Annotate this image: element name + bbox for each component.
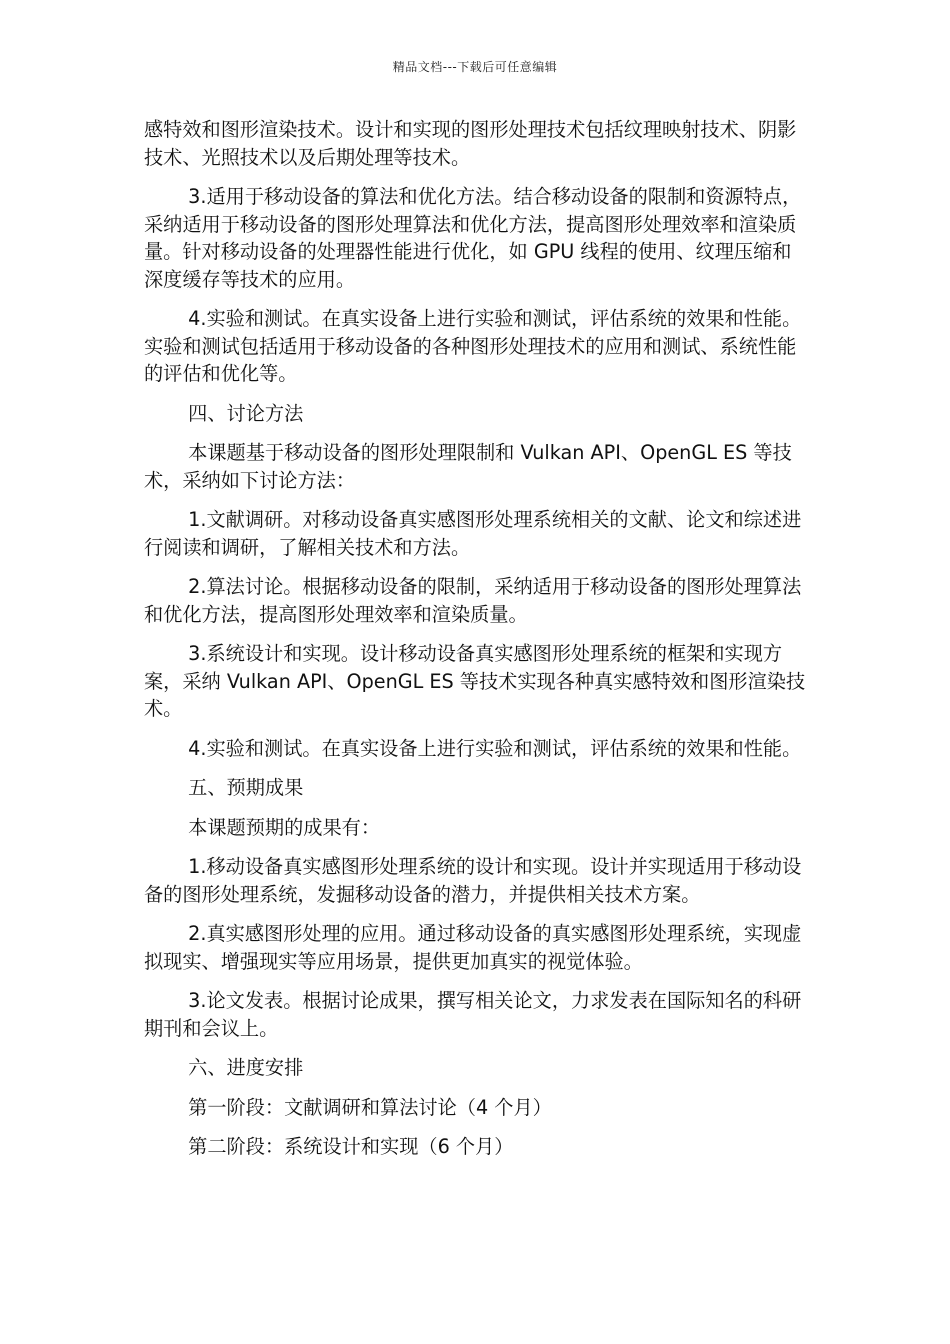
paragraph-results-intro: 本课题预期的成果有： xyxy=(188,815,381,839)
section-heading-research-methods: 四、讨论方法 xyxy=(188,401,304,425)
page-header: 精品文档---下载后可任意编辑 xyxy=(392,60,558,74)
paragraph-item-3-algorithms: 3.适用于移动设备的算法和优化方法。结合移动设备的限制和资源特点，采纳适用于移动设备的图形处理算法和优化方法，提高图形处理效率和渲染质量。针对移动设备的处理器性能进行优化，如 GPU 线程的使用、纹理压缩和深度缓存等技术的应用。 xyxy=(144,185,802,291)
paragraph-method-4: 4.实验和测试。在真实设备上进行实验和测试，评估系统的效果和性能。 xyxy=(188,736,802,760)
paragraph-method-1: 1.文献调研。对移动设备真实感图形处理系统相关的文献、论文和综述进行阅读和调研，了解相关技术和方法。 xyxy=(144,508,802,559)
paragraph-method-3: 3.系统设计和实现。设计移动设备真实感图形处理系统的框架和实现方案，采纳 Vulkan API、OpenGL ES 等技术实现各种真实感特效和图形渲染技术。 xyxy=(144,642,806,720)
paragraph-methods-intro: 本课题基于移动设备的图形处理限制和 Vulkan API、OpenGL ES 等技术，采纳如下讨论方法： xyxy=(144,441,792,492)
section-heading-schedule: 六、进度安排 xyxy=(188,1056,304,1079)
document-body xyxy=(144,116,808,1173)
paragraph-method-2: 2.算法讨论。根据移动设备的限制，采纳适用于移动设备的图形处理算法和优化方法，提高图形处理效率和渲染质量。 xyxy=(144,575,802,626)
paragraph-continuation: 感特效和图形渲染技术。设计和实现的图形处理技术包括纹理映射技术、阴影技术、光照技术以及后期处理等技术。 xyxy=(144,118,797,169)
paragraph-schedule-phase-2: 第二阶段：系统设计和实现（6 个月） xyxy=(188,1135,514,1158)
paragraph-schedule-phase-1: 第一阶段：文献调研和算法讨论（4 个月） xyxy=(188,1095,552,1119)
paragraph-result-2: 2.真实感图形处理的应用。通过移动设备的真实感图形处理系统，实现虚拟现实、增强现实等应用场景，提供更加真实的视觉体验。 xyxy=(144,922,802,973)
paragraph-item-4-experiments: 4.实验和测试。在真实设备上进行实验和测试，评估系统的效果和性能。实验和测试包括适用于移动设备的各种图形处理技术的应用和测试、系统性能的评估和优化等。 xyxy=(144,307,802,385)
paragraph-result-1: 1.移动设备真实感图形处理系统的设计和实现。设计并实现适用于移动设备的图形处理系统，发掘移动设备的潜力，并提供相关技术方案。 xyxy=(144,855,802,906)
paragraph-result-3: 3.论文发表。根据讨论成果，撰写相关论文，力求发表在国际知名的科研期刊和会议上。 xyxy=(144,989,802,1040)
section-heading-expected-results: 五、预期成果 xyxy=(188,776,304,799)
